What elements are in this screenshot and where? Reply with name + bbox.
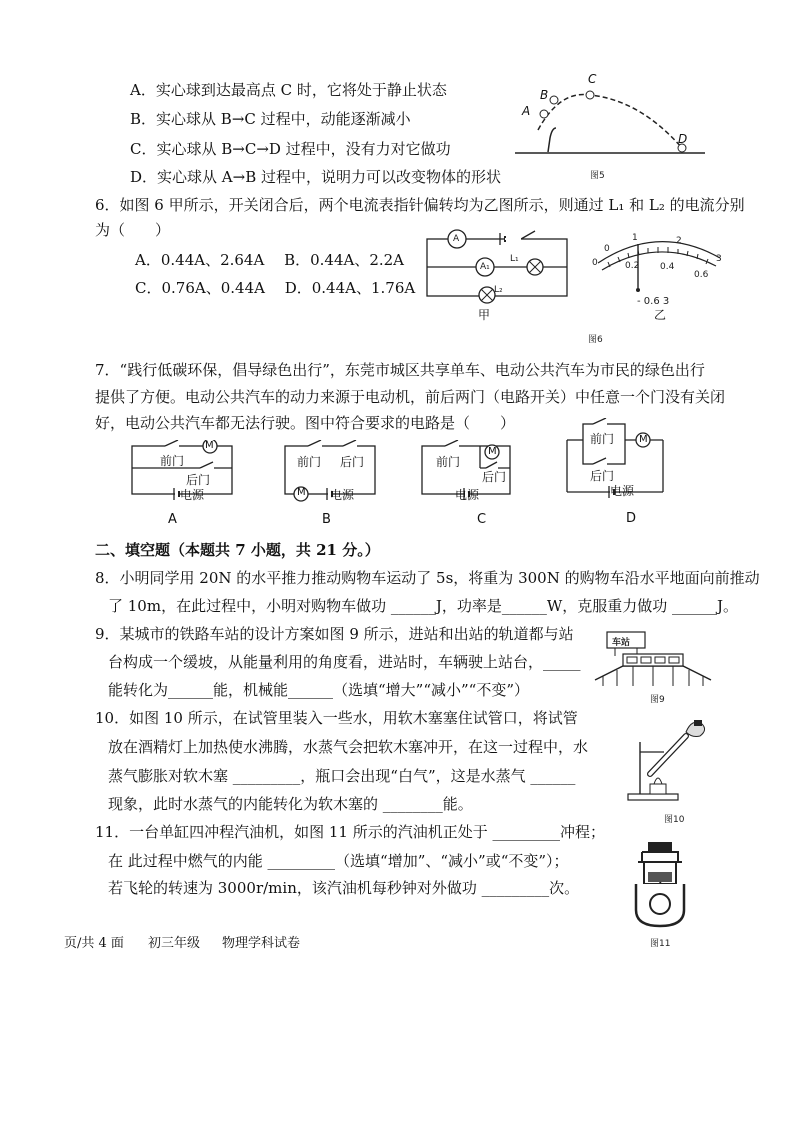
q8-line2: 了 10m，在此过程中，小明对购物车做功 ______J，功率是______W，克服重力做功 ______J。 [108, 597, 739, 615]
circuit-a-back-door: 后门 [186, 473, 211, 487]
figure-5-caption: 图5 [590, 171, 605, 181]
figure-11-caption: 图11 [650, 939, 671, 949]
circuit-b-front-door: 前门 [297, 455, 322, 469]
lamp-l1-label: L₁ [510, 254, 519, 264]
station-sign: 车站 [612, 638, 631, 648]
q10-line1: 10．如图 10 所示，在试管里装入一些水，用软木塞塞住试管口，将试管 [95, 709, 578, 727]
choice-a: A [168, 512, 177, 527]
circuit-a-motor: M [205, 440, 214, 451]
figure-6-ammeter-dial [588, 228, 728, 298]
ammeter-a1-label: A₁ [480, 262, 490, 272]
q7-line3: 好，电动公共汽车都无法行驶。图中符合要求的电路是（ ） [95, 414, 516, 432]
dial-outer-tick-2: 2 [676, 236, 682, 246]
q11-line2: 在 此过程中燃气的内能 _________（选填“增加”、“减小”或“不变”）； [108, 852, 569, 870]
figure-6-circuit [425, 225, 575, 310]
q9-line3: 能转化为______能，机械能______（选填“增大”“减小”“不变”） [108, 681, 530, 699]
label-yi: 乙 [654, 308, 667, 322]
figure-6-caption: 图6 [588, 335, 603, 345]
ammeter-a-label: A [453, 234, 460, 244]
circuit-c-front-door: 前门 [436, 455, 461, 469]
q6-stem-line2: 为（ ） [95, 221, 171, 239]
label-jia: 甲 [478, 308, 491, 322]
dial-tick-0.6: 0.6 [694, 270, 709, 280]
choice-d: D [626, 511, 637, 526]
point-d-label: D [678, 132, 688, 146]
circuit-a-front-door: 前门 [160, 454, 185, 468]
q10-line2: 放在酒精灯上加热使水沸腾，水蒸气会把软木塞冲开，在这一过程中，水 [108, 738, 589, 756]
circuit-b-power: 电源 [330, 488, 355, 502]
q6-stem-line1: 6．如图 6 甲所示，开关闭合后，两个电流表指针偏转均为乙图所示，则通过 L₁ 和 L₂ 的电流分别 [95, 196, 745, 214]
q10-line3: 蒸气膨胀对软木塞 _________，瓶口会出现“白气”，这是水蒸气 ______ [108, 767, 576, 785]
q6-options-row2: C．0.76A、0.44A D．0.44A、1.76A [135, 279, 416, 297]
dial-terminals: - 0.6 3 [637, 296, 670, 307]
figure-5-trajectory [510, 70, 710, 170]
figure-10-caption: 图10 [664, 815, 685, 825]
q6-options-row1: A．0.44A、2.64A B．0.44A、2.2A [135, 251, 405, 269]
dial-outer-tick-0: 0 [604, 244, 610, 254]
figure-9-station [593, 628, 713, 693]
q5-option-b: B．实心球从 B→C 过程中，动能逐渐减小 [130, 110, 411, 128]
circuit-c-back-door: 后门 [482, 470, 507, 484]
circuit-d-front-door: 前门 [590, 432, 615, 446]
dial-tick-0: 0 [592, 258, 598, 268]
q7-line1: 7．“践行低碳环保，倡导绿色出行”，东莞市城区共享单车、电动公共汽车为市民的绿色出行 [95, 361, 705, 379]
point-a-label: A [522, 104, 531, 118]
figure-9-caption: 图9 [650, 695, 665, 705]
q9-line1: 9．某城市的铁路车站的设计方案如图 9 所示，进站和出站的轨道都与站 [95, 625, 574, 643]
footer-grade: 初三年级 [148, 936, 201, 951]
footer-subject: 物理学科试卷 [222, 936, 301, 951]
q5-option-a: A．实心球到达最高点 C 时，它将处于静止状态 [130, 81, 447, 99]
q9-line2: 台构成一个缓坡，从能量利用的角度看，进站时，车辆驶上站台，_____ [108, 653, 581, 671]
lamp-l2-label: L₂ [494, 285, 503, 295]
dial-outer-tick-1: 1 [632, 233, 638, 243]
choice-b: B [322, 512, 331, 527]
circuit-c-power: 电源 [455, 488, 480, 502]
q5-option-d: D．实心球从 A→B 过程中，说明力可以改变物体的形状 [130, 168, 501, 186]
point-b-label: B [540, 88, 549, 102]
section-2-heading: 二、填空题（本题共 7 小题，共 21 分。） [95, 541, 380, 559]
figure-10-test-tube [620, 712, 710, 807]
figure-11-engine-cylinder [630, 840, 690, 930]
q10-line4: 现象，此时水蒸气的内能转化为软木塞的 ________能。 [108, 795, 473, 813]
dial-outer-tick-3: 3 [716, 254, 722, 264]
q8-line1: 8．小明同学用 20N 的水平推力推动购物车运动了 5s，将重为 300N 的购物车沿水平地面向前推动 [95, 569, 760, 587]
choice-c: C [477, 512, 487, 527]
q11-line1: 11．一台单缸四冲程汽油机，如图 11 所示的汽油机正处于 _________冲程； [95, 823, 605, 841]
circuit-a-power: 电源 [180, 488, 205, 502]
circuit-d-power: 电源 [610, 484, 635, 498]
circuit-b-motor: M [297, 487, 306, 498]
point-c-label: C [588, 72, 597, 86]
circuit-b-back-door: 后门 [340, 455, 365, 469]
dial-tick-0.4: 0.4 [660, 262, 675, 272]
circuit-c-motor: M [488, 446, 497, 457]
q5-option-c: C．实心球从 B→C→D 过程中，没有力对它做功 [130, 140, 451, 158]
q11-line3: 若飞轮的转速为 3000r/min，该汽油机每秒钟对外做功 _________次。 [108, 879, 580, 897]
dial-tick-0.2: 0.2 [625, 261, 640, 271]
circuit-d-back-door: 后门 [590, 469, 615, 483]
circuit-d-motor: M [639, 434, 648, 445]
footer-page: 页/共 4 面 [64, 936, 124, 951]
q7-line2: 提供了方便。电动公共汽车的动力来源于电动机，前后两门（电路开关）中任意一个门没有关闭 [95, 388, 726, 406]
